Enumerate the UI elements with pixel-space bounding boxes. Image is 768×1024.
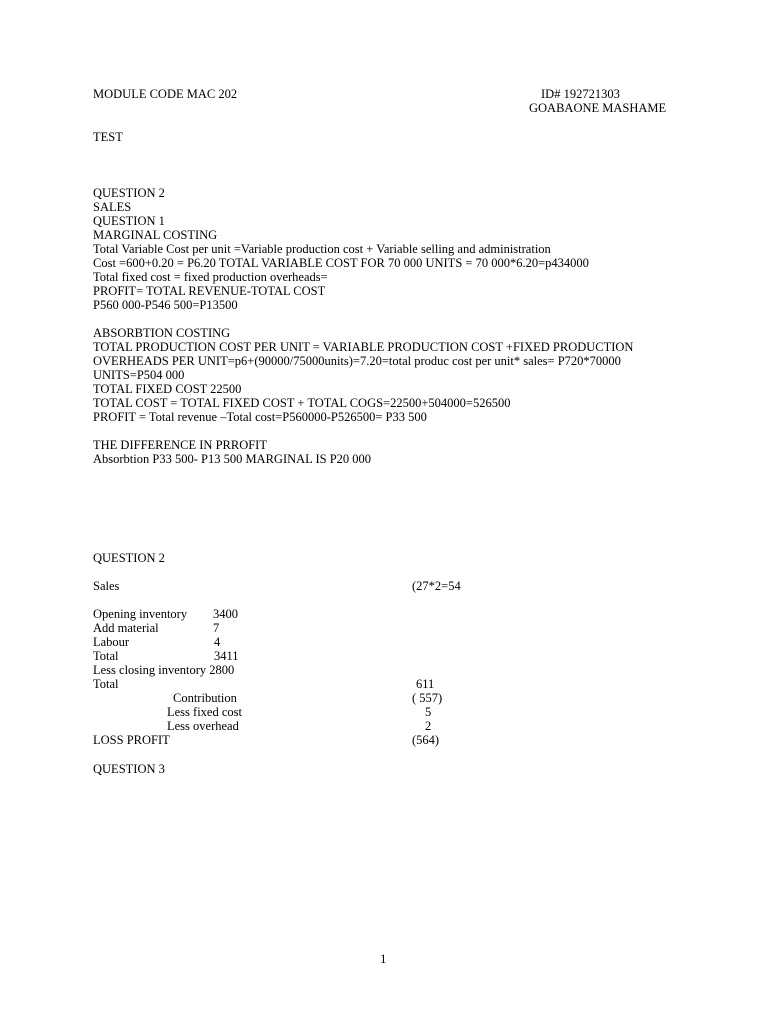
difference-line-1: Absorbtion P33 500- P13 500 MARGINAL IS P20 000 bbox=[93, 452, 372, 466]
row-right: ( 557) bbox=[412, 691, 443, 705]
section1-line-0: QUESTION 2 bbox=[93, 186, 165, 200]
student-name: GOABAONE MASHAME bbox=[529, 101, 667, 115]
student-info bbox=[529, 87, 666, 115]
row-label: Less overhead bbox=[167, 719, 239, 733]
row-label: Contribution bbox=[173, 691, 237, 705]
section1-line-1: SALES bbox=[93, 200, 132, 214]
row-label: Less closing inventory 2800 bbox=[93, 663, 235, 677]
module-code: MODULE CODE MAC 202 bbox=[93, 87, 238, 101]
absorption-line-0: ABSORBTION COSTING bbox=[93, 326, 231, 340]
row-right: 5 bbox=[425, 705, 432, 719]
absorption-line-3: UNITS=P504 000 bbox=[93, 368, 185, 382]
section1-line-4: Total Variable Cost per unit =Variable production cost + Variable selling and administration bbox=[93, 242, 551, 256]
row-label: Add material bbox=[93, 621, 159, 635]
section1-line-3: MARGINAL COSTING bbox=[93, 228, 218, 242]
row-right: 611 bbox=[416, 677, 435, 691]
row-mid: 3411 bbox=[214, 649, 239, 663]
question3-title: QUESTION 3 bbox=[93, 762, 165, 776]
sales-value: (27*2=54 bbox=[412, 579, 461, 593]
sales-label: Sales bbox=[93, 579, 120, 593]
absorption-line-5: TOTAL COST = TOTAL FIXED COST + TOTAL COGS=22500+504000=526500 bbox=[93, 396, 511, 410]
section1-line-2: QUESTION 1 bbox=[93, 214, 165, 228]
row-mid: 3400 bbox=[213, 607, 238, 621]
row-mid: 4 bbox=[214, 635, 221, 649]
absorption-line-4: TOTAL FIXED COST 22500 bbox=[93, 382, 242, 396]
absorption-line-1: TOTAL PRODUCTION COST PER UNIT = VARIABLE PRODUCTION COST +FIXED PRODUCTION bbox=[93, 340, 634, 354]
doc-title: TEST bbox=[93, 130, 123, 144]
section1-line-8: P560 000-P546 500=P13500 bbox=[93, 298, 238, 312]
row-label: Total bbox=[93, 649, 119, 663]
row-label: Less fixed cost bbox=[167, 705, 242, 719]
absorption-line-6: PROFIT = Total revenue –Total cost=P560000-P526500= P33 500 bbox=[93, 410, 427, 424]
section1-line-6: Total fixed cost = fixed production overheads= bbox=[93, 270, 328, 284]
row-label: Labour bbox=[93, 635, 130, 649]
row-label: Opening inventory bbox=[93, 607, 188, 621]
row-right: (564) bbox=[412, 733, 440, 747]
difference-line-0: THE DIFFERENCE IN PRROFIT bbox=[93, 438, 267, 452]
section1-line-5: Cost =600+0.20 = P6.20 TOTAL VARIABLE COST FOR 70 000 UNITS = 70 000*6.20=p434000 bbox=[93, 256, 589, 270]
section1-line-7: PROFIT= TOTAL REVENUE-TOTAL COST bbox=[93, 284, 326, 298]
row-label: LOSS PROFIT bbox=[93, 733, 170, 747]
row-label: Total bbox=[93, 677, 119, 691]
row-right: 2 bbox=[425, 719, 432, 733]
row-mid: 7 bbox=[213, 621, 220, 635]
question2-title: QUESTION 2 bbox=[93, 551, 165, 565]
absorption-line-2: OVERHEADS PER UNIT=p6+(90000/75000units)=7.20=total produc cost per unit* sales= P720*70000 bbox=[93, 354, 621, 368]
page-number: 1 bbox=[380, 951, 387, 966]
student-id: ID# 192721303 bbox=[541, 87, 620, 101]
